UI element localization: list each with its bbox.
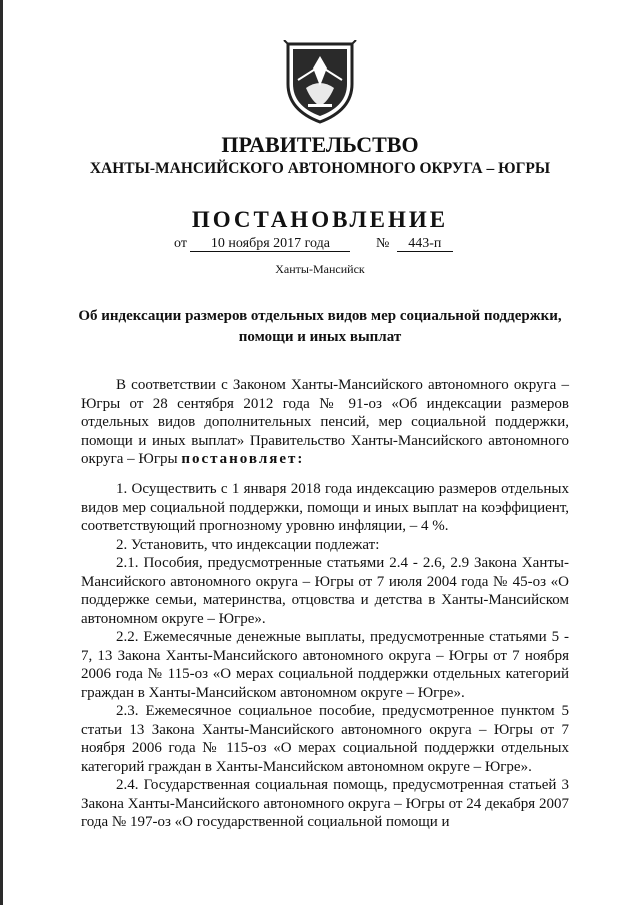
region-title: ХАНТЫ-МАНСИЙСКОГО АВТОНОМНОГО ОКРУГА – ЮГРЫ [89,160,551,177]
decree-item: 2.3. Ежемесячное социальное пособие, предусмотренное пунктом 5 статьи 13 Закона Ханты-Мансийского автономного округа – Югры от 7 ноября 2006 года № 115-оз «О мерах социальной поддержки отдельных категорий граждан в Ханты-Мансийском автономном округе – Югре». [81,703,569,775]
decree-title: ПОСТАНОВЛЕНИЕ [191,207,449,232]
decree-item: 2.2. Ежемесячные денежные выплаты, предусмотренные статьями 5 - 7, 13 Закона Ханты-Мансийского автономного округа – Югры от 7 ноября 2006 года № 115-оз «О мерах социальной поддержки отдельных категорий граждан в Ханты-Мансийском автономном округе – Югре». [81,629,569,701]
preamble-text: В соответствии с Законом Ханты-Мансийского автономного округа – Югры от 28 сентября 2012 года № 91-оз «Об индексации размеров отдельных видов дополнительных пенсий, мер социальной поддержки, помощи и иных выплат» Правительство Ханты-Мансийского автономного округа – Югры [81,377,569,467]
decree-item: 2.4. Государственная социальная помощь, предусмотренная статьей 3 Закона Ханты-Мансийского автономного округа – Югры от 24 декабря 2007 года № 197-оз «О государственной социальной помощи и [81,777,569,830]
decree-city: Ханты-Мансийск [275,262,365,276]
decree-item: 1. Осуществить с 1 января 2018 года индексацию размеров отдельных видов мер социальной поддержки, помощи и иных выплат на коэффициент, соответствующий прогнозному уровню инфляции, – 4 %. [81,481,569,534]
decree-item: 2. Установить, что индексации подлежат: [116,536,380,553]
decree-item: 2.1. Пособия, предусмотренные статьями 2.4 - 2.6, 2.9 Закона Ханты-Мансийского автономного округа – Югры от 7 июля 2004 года № 45-оз «О поддержке семьи, материнства, отцовства и детства в Ханты-Мансийском автономном округе – Югре». [81,555,569,627]
subject-line-1: Об индексации размеров отдельных видов мер социальной поддержки, [78,308,562,324]
decree-items [81,480,569,832]
subject-line-2: помощи и иных выплат [238,329,402,345]
preamble-keyword: постановляет: [181,451,305,467]
decree-date-line [174,236,453,252]
decree-subject [70,306,570,348]
coat-of-arms-icon [280,40,360,126]
date-prefix: от [174,236,187,251]
decree-number: 443-п [397,236,453,252]
government-title: ПРАВИТЕЛЬСТВО [221,132,419,157]
number-prefix: № [375,236,390,251]
decree-date: 10 ноября 2017 года [190,236,350,252]
preamble-paragraph [81,376,569,469]
